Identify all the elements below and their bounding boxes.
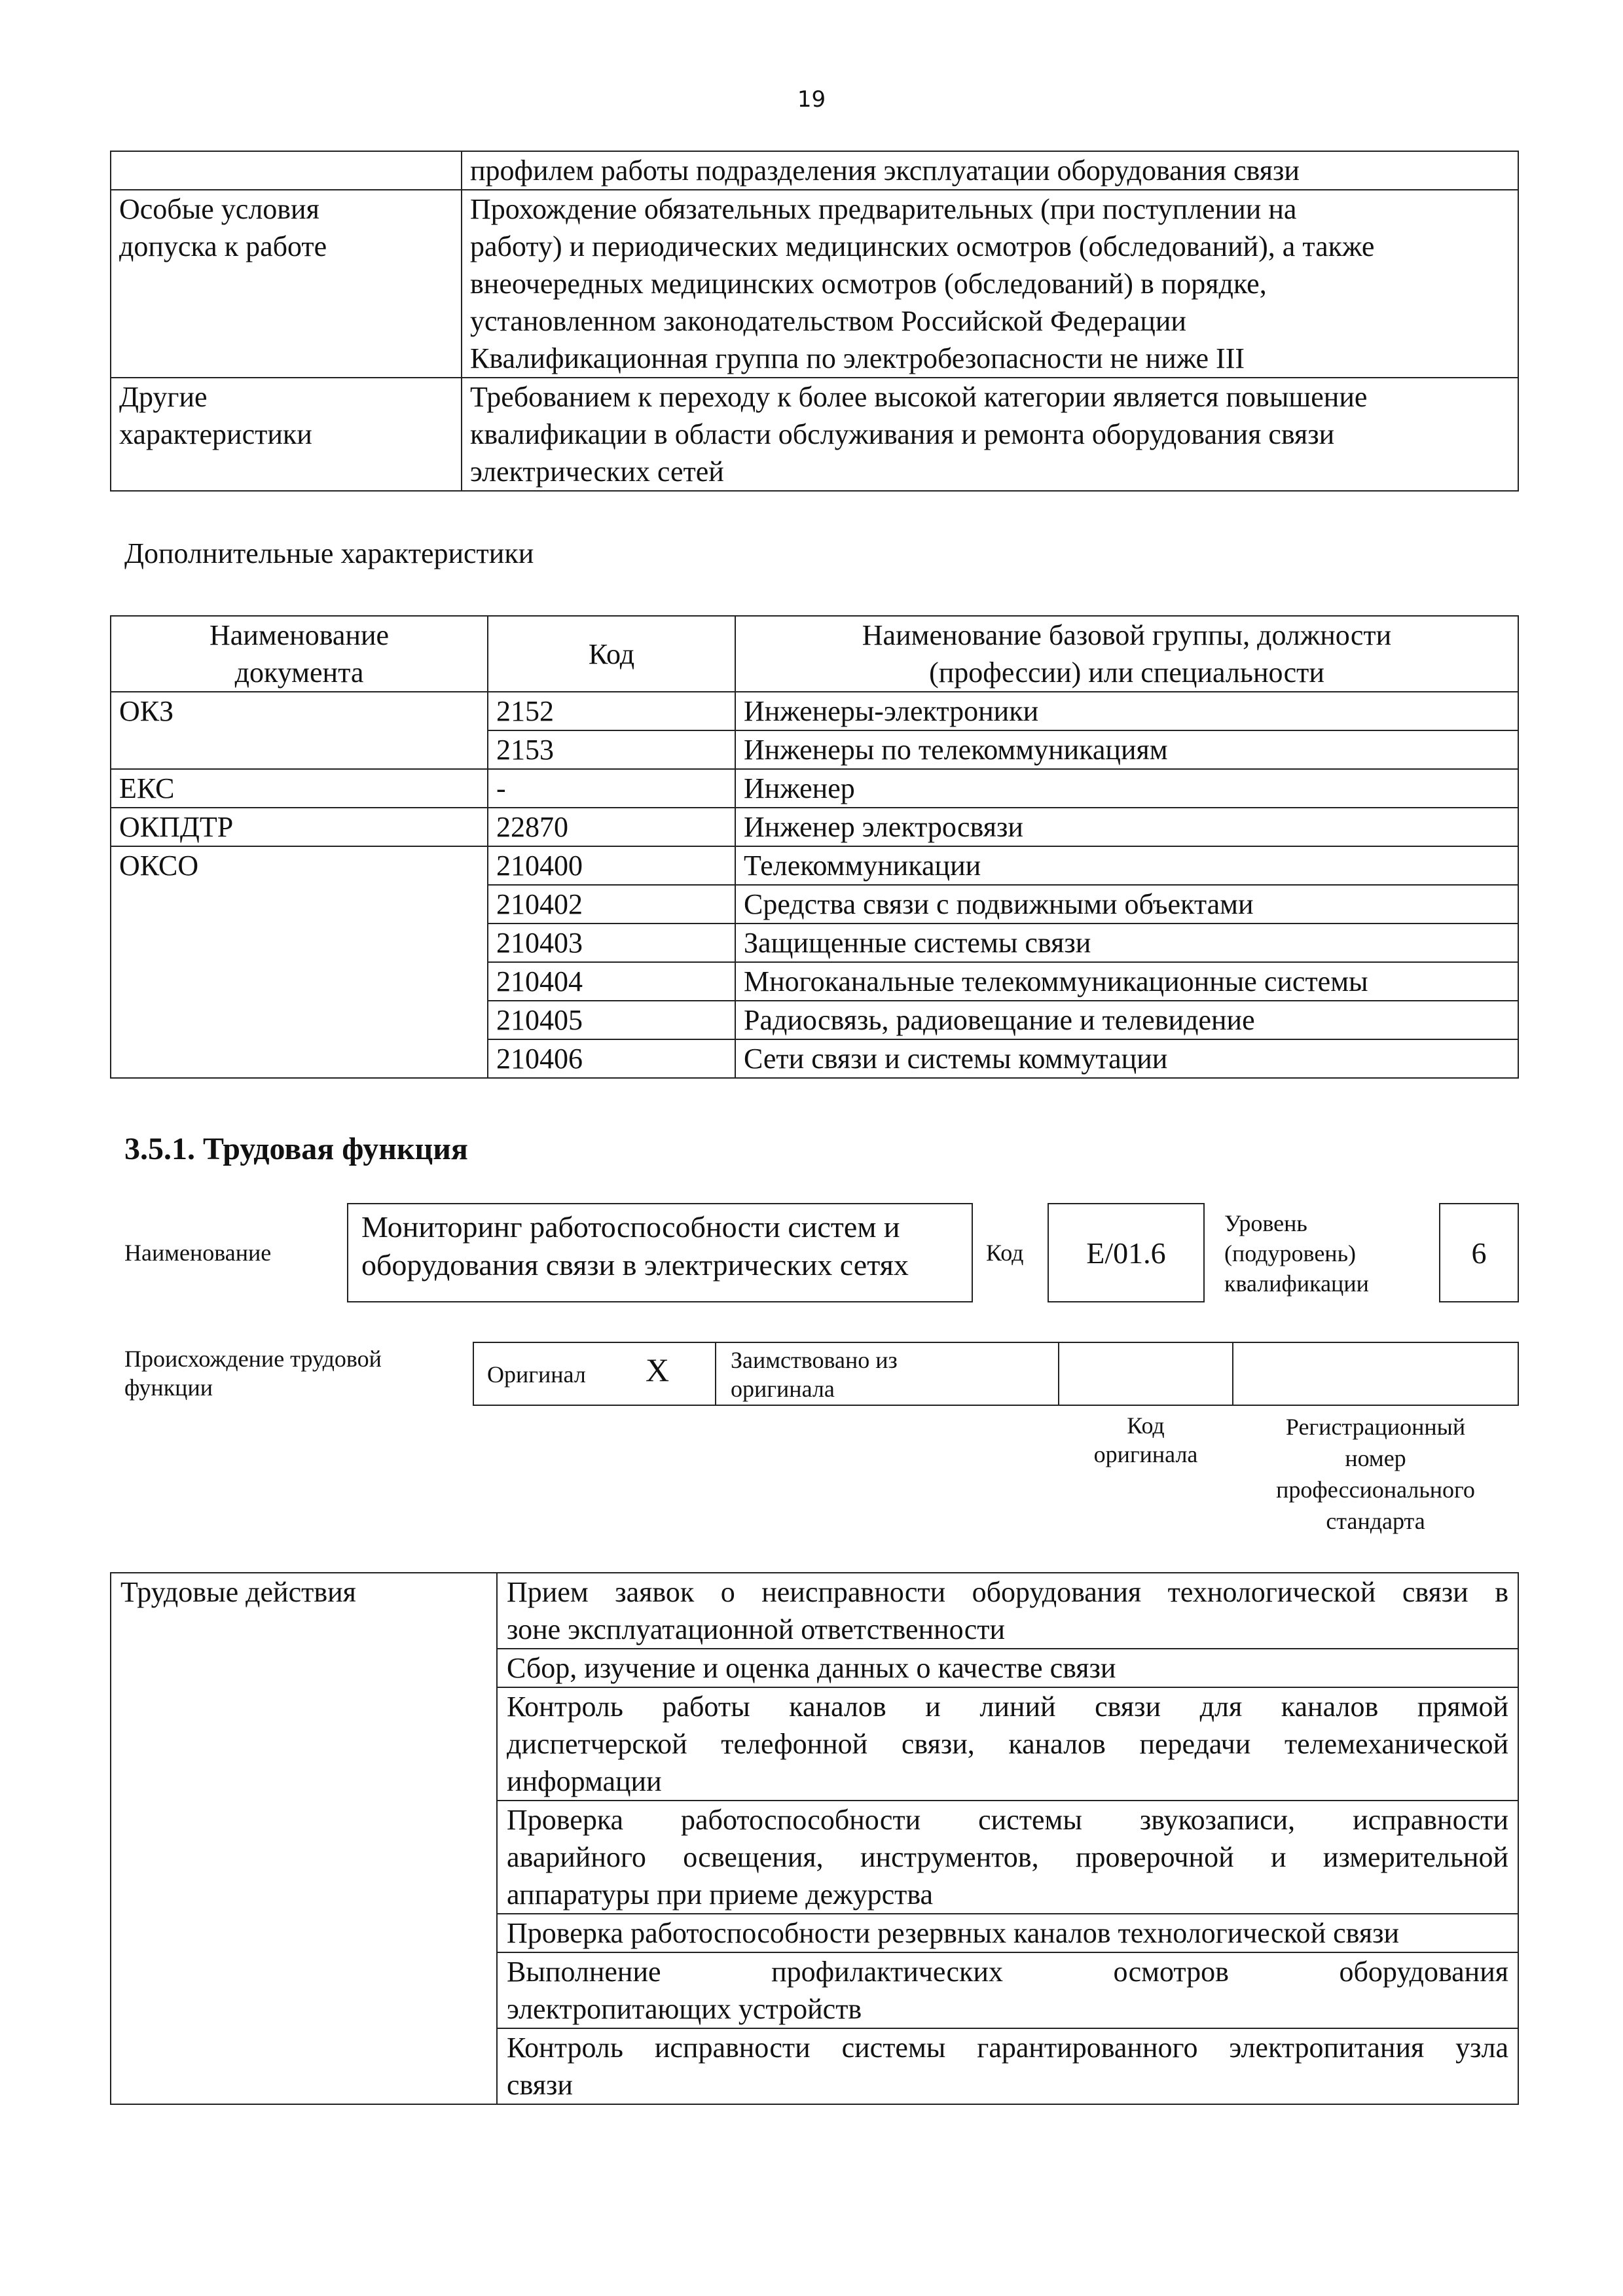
caption-line: Регистрационный [1285,1414,1466,1440]
cell-name: Радиосвязь, радиовещание и телевидение [735,1001,1518,1039]
action-item [497,1952,1518,2028]
page-number: 19 [797,86,826,113]
cell-name: Телекоммуникации [735,846,1518,885]
reg-number-box [1232,1342,1519,1406]
borrowed-label-line: Заимствовано из [731,1347,898,1373]
action-line: Контроль исправности системы гарантированного электропитания узла [507,2032,1508,2064]
function-name-line: оборудования связи в электрических сетях [361,1248,909,1282]
table-row [111,692,1518,730]
borrowed-label [731,1346,898,1403]
action-line: Контроль работы каналов и линий связи для каналов прямой [507,1691,1508,1723]
label-line: допуска к работе [119,230,327,262]
function-name-box [347,1203,973,1302]
cell-code: - [488,769,735,808]
table-header-row [111,616,1518,692]
cell-doc: ОКЗ [111,692,488,769]
cell-name: Многоканальные телекоммуникационные системы [735,962,1518,1001]
cell-code: 210406 [488,1039,735,1078]
cell-code: 22870 [488,808,735,846]
table-row [111,190,1518,378]
function-heading: 3.5.1. Трудовая функция [124,1132,468,1166]
row-label [111,190,462,378]
origin-label-line: функции [124,1374,213,1401]
cell-code: 210402 [488,885,735,924]
code-original-box [1058,1342,1233,1406]
borrowed-box [715,1342,1059,1406]
level-label-line: Уровень [1224,1210,1307,1236]
original-label: Оригинал [487,1361,586,1388]
origin-label [124,1344,382,1402]
action-line: зоне эксплуатационной ответственности [507,1613,1005,1645]
level-value-box [1439,1203,1519,1302]
action-line: Прием заявок о неисправности оборудования технологической связи в [507,1576,1508,1608]
header-doc [111,616,488,692]
cell-name: Инженер электросвязи [735,808,1518,846]
function-name-line: Мониторинг работоспособности систем и [361,1210,900,1244]
cell-code: 210400 [488,846,735,885]
action-line: Выполнение профилактических осмотров оборудования [507,1956,1508,1988]
action-item [497,1914,1518,1952]
level-label [1224,1208,1369,1299]
cell-code: 210405 [488,1001,735,1039]
value-line: внеочередных медицинских осмотров (обследований) в порядке, [470,268,1267,300]
actions-label: Трудовые действия [111,1573,497,2104]
level-value: 6 [1471,1236,1487,1270]
action-line: диспетчерской телефонной связи, каналов передачи телемеханической [507,1728,1508,1760]
action-line: аппаратуры при приеме дежурства [507,1878,934,1910]
table-row [111,1573,1518,1649]
caption-line: номер [1345,1445,1406,1471]
header-line: Наименование базовой группы, должности [862,619,1392,651]
table-row [111,846,1518,885]
action-line: Проверка работоспособности резервных каналов технологической связи [507,1917,1400,1949]
value-line: электрических сетей [470,456,724,488]
cell-doc: ОКСО [111,846,488,1078]
action-line: электропитающих устройств [507,1993,862,2025]
value-line: работу) и периодических медицинских осмотров (обследований), а также [470,230,1375,262]
cell-name: Инженеры по телекоммуникациям [735,730,1518,769]
cell-code: 2153 [488,730,735,769]
labor-actions-table [110,1572,1519,2105]
action-item [497,1649,1518,1687]
caption-line: оригинала [1093,1441,1198,1467]
header-line: Наименование [209,619,390,651]
label-line: характеристики [119,418,312,450]
table-cell [111,151,462,190]
cell-code: 2152 [488,692,735,730]
table-row [111,378,1518,491]
header-code: Код [488,616,735,692]
name-label: Наименование [124,1240,272,1266]
table-row [111,151,1518,190]
cell-code: 210404 [488,962,735,1001]
action-item [497,1687,1518,1801]
additional-characteristics-table [110,615,1519,1079]
requirements-table [110,151,1519,492]
code-label: Код [986,1240,1024,1266]
caption-line: Код [1127,1412,1165,1439]
value-line: установленном законодательством Российской Федерации [470,305,1186,337]
code-original-label [1058,1411,1233,1469]
cell-code: 210403 [488,924,735,962]
action-item [497,1573,1518,1649]
cell-doc: ОКПДТР [111,808,488,846]
reg-number-label [1232,1411,1519,1537]
row-value [462,378,1518,491]
section-caption: Дополнительные характеристики [124,537,534,569]
table-row [111,808,1518,846]
cell-text: профилем работы подразделения эксплуатации оборудования связи [470,154,1300,187]
header-name [735,616,1518,692]
caption-line: профессионального [1276,1477,1475,1503]
value-line: Прохождение обязательных предварительных (при поступлении на [470,193,1297,225]
cell-name: Инженеры-электроники [735,692,1518,730]
label-line: Особые условия [119,193,319,225]
level-label-line: квалификации [1224,1270,1369,1297]
cell-name: Инженер [735,769,1518,808]
action-line: Проверка работоспособности системы звукозаписи, исправности [507,1804,1508,1836]
header-line: (профессии) или специальности [929,656,1324,689]
table-row [111,769,1518,808]
label-line: Другие [119,381,208,413]
value-line: Требованием к переходу к более высокой категории является повышение [470,381,1368,413]
value-line: Квалификационная группа по электробезопасности не ниже III [470,342,1245,374]
caption-line: стандарта [1326,1508,1425,1534]
row-label [111,378,462,491]
action-line: связи [507,2069,573,2101]
table-cell [462,151,1518,190]
function-code-value: E/01.6 [1086,1236,1166,1270]
original-box [473,1342,716,1406]
action-line: Сбор, изучение и оценка данных о качестве связи [507,1652,1116,1684]
original-mark: X [646,1352,670,1388]
level-label-line: (подуровень) [1224,1240,1356,1266]
value-line: квалификации в области обслуживания и ремонта оборудования связи [470,418,1335,450]
row-value [462,190,1518,378]
borrowed-label-line: оригинала [731,1376,835,1402]
action-item [497,2028,1518,2104]
cell-name: Сети связи и системы коммутации [735,1039,1518,1078]
cell-name: Защищенные системы связи [735,924,1518,962]
header-line: документа [234,656,364,689]
action-line: информации [507,1765,662,1797]
action-item [497,1801,1518,1914]
cell-name: Средства связи с подвижными объектами [735,885,1518,924]
function-code-box [1048,1203,1205,1302]
cell-doc: ЕКС [111,769,488,808]
origin-label-line: Происхождение трудовой [124,1346,382,1372]
action-line: аварийного освещения, инструментов, проверочной и измерительной [507,1841,1508,1873]
